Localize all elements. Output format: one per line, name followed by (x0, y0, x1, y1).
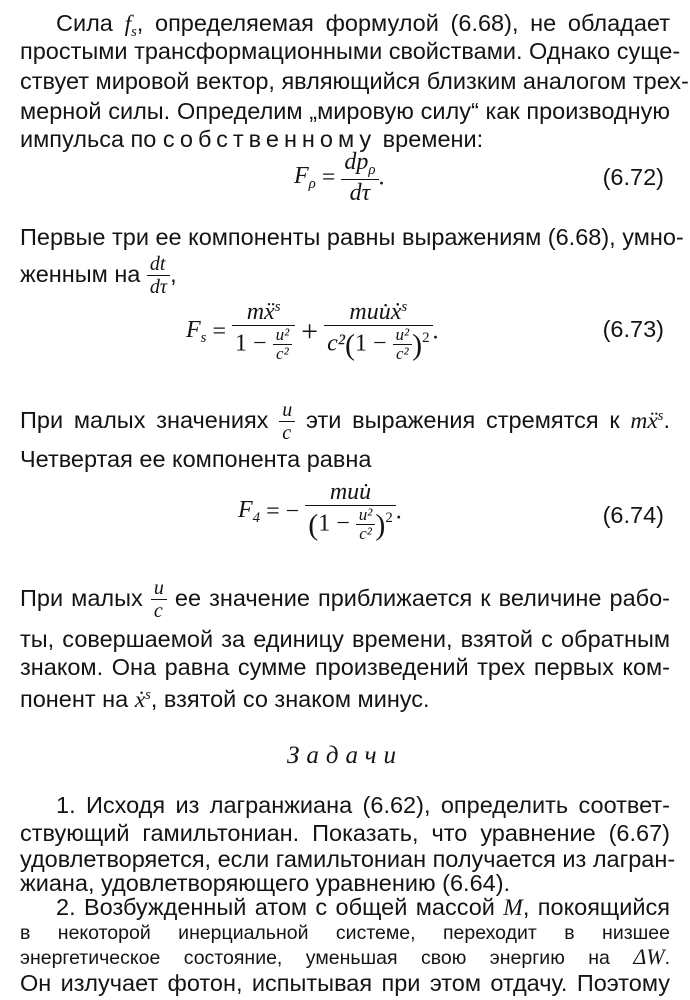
para4-line1: При малых $\frac{u}{c}$ ее значение приближается к величине рабо- (20, 576, 670, 622)
para4-line4: понент на ẋ$^s$, взятой со знаком минус. (20, 686, 430, 713)
para2-line1: Первые три ее компоненты равны выражениям (6.68), умно- (20, 224, 684, 250)
fraction: mẍ$^s$ 1 − $\frac{\text{u²}}{\text{c²}}$ (232, 300, 295, 364)
para1-line4: мерной силы. Определим „мировую силу“ как производную (20, 98, 670, 124)
para2-line2: женным на $\frac{dt}{d\tau}$ , (20, 252, 177, 298)
fraction: $\frac{dt}{d\tau}$ (147, 254, 170, 298)
problem1-line2: ствующий гамильтониан. Показать, что уравнение (6.67) (20, 820, 670, 846)
fraction: $\frac{dp_\rho}{d\tau}$ (341, 150, 378, 206)
problem2-line4: Он излучает фотон, испытывая при этом отдачу. Поэтому (20, 970, 670, 996)
spaced-word: собственному (162, 126, 377, 152)
force-symbol: $f_s$ (124, 11, 137, 41)
para3-line2: Четвертая ее компонента равна (20, 446, 372, 472)
problem2-line3: энергетическое состояние, уменьшая свою энергию на ΔW. (20, 944, 670, 969)
equation-number: (6.72) (602, 164, 664, 190)
text-run: , определяемая формулой (6.68), не обладает (136, 10, 670, 36)
text-run: Сила (56, 10, 125, 36)
para1-line3: ствует мировой вектор, являющийся близким аналогом трех- (20, 68, 689, 94)
equation-number: (6.74) (602, 502, 664, 528)
problem2-line2: в некоторой инерциальной системе, переходит в низшее (20, 922, 670, 944)
fraction: $\frac{u}{c}$ (279, 400, 295, 444)
problem2-line1: 2. Возбужденный атом с общей массой M, покоящийся (56, 894, 670, 921)
equation-6-74: $F_4$ = − muu̇ (1 − $\frac{\text{u²}}{\text{c²}}$ )$^2$ . (238, 479, 402, 544)
section-heading: Задачи (286, 742, 404, 769)
problem1-line3: удовлетворяется, если гамильтониан получается из лагран- (20, 846, 676, 872)
para1-line5: импульса по собственному времени: (20, 126, 484, 152)
equation-number: (6.73) (602, 316, 664, 342)
problem1-line4: жиана, удовлетворяющего уравнению (6.64). (20, 870, 511, 896)
fraction: muu̇ẋ$^s$ c²(1 − $\frac{\text{u²}}{\text{c²}}$ )$^2$ (324, 300, 432, 364)
para4-line2: ты, совершаемой за единицу времени, взятой с обратным (20, 626, 670, 652)
fraction: muu̇ (1 − $\frac{\text{u²}}{\text{c²}}$ )$^2$ (305, 480, 396, 544)
equation-6-72: $F_\rho$ = $\frac{dp_\rho}{d\tau}$ . (294, 149, 385, 206)
para4-line3: знаком. Она равна сумме произведений трех первых ком- (20, 654, 670, 680)
para3-line1: При малых значениях $\frac{u}{c}$ эти выражения стремятся к mẍ$^s$. (20, 398, 670, 444)
para1-line2: простыми трансформационными свойствами. Однако суще- (20, 38, 681, 64)
fraction: $\frac{u}{c}$ (151, 578, 167, 622)
problem1-line1: 1. Исходя из лагранжиана (6.62), определить соответ- (56, 792, 670, 818)
equation-6-73: $F_s$ = mẍ$^s$ 1 − $\frac{\text{u²}}{\text{c²}}$ + muu̇ẋ$^s$ c²(1 − $\frac{\text{u²}}{\text{c²}}$ )$^2$ . (186, 299, 439, 364)
